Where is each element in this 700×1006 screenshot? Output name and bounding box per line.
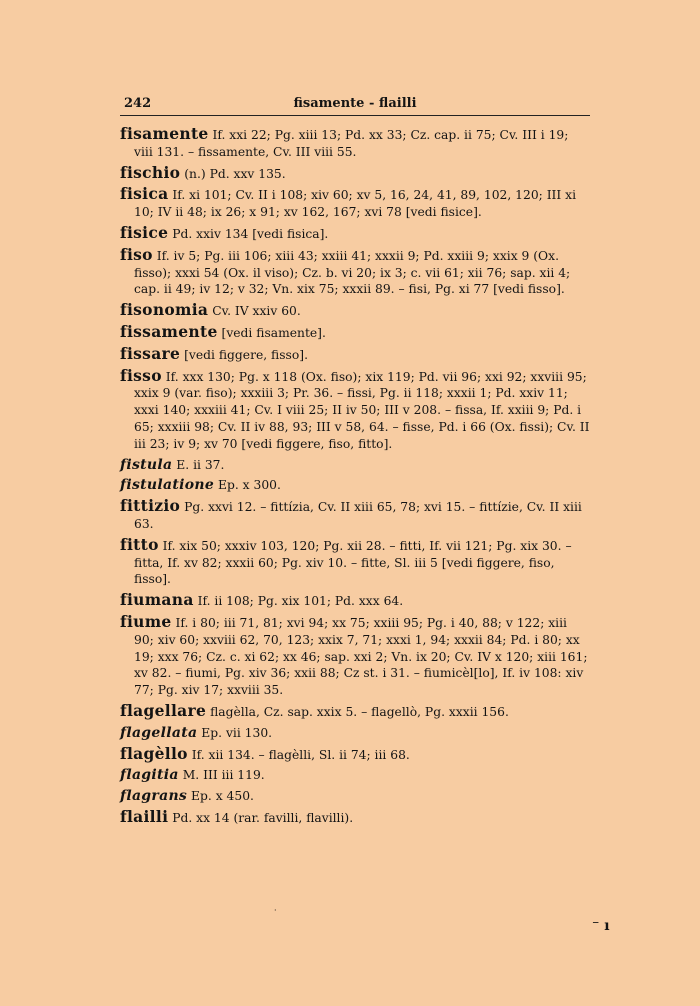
entry-body: If. i 80; iii 71, 81; xvi 94; xx 75; xxiii 95; Pg. i 40, 88; v 122; xiii 90; xiv 60; xxviii 62, 70, 123; xxix 7, 71; xxxi 1, 94; xxxii 84; Pd. i 80; xx 19; xxx 76; Cz. c. xi 62; xx 46; sap. xxi 2; Vn. ix 20; Cv. IV x 120; xiii 161; xv 82. – fiumi, Pg. xiv 36; xxii 88; Cz st. i 31. – fiumicèl[lo], If. iv 108: xiv 77; Pg. xiv 17; xxviii 35. (134, 615, 588, 698)
page-header (120, 90, 590, 112)
headword: fissare (120, 343, 181, 363)
entry-body: [vedi fisamente]. (221, 325, 326, 340)
entry-body: Pd. xx 14 (rar. favilli, flavilli). (172, 810, 354, 825)
entry-body: flagèlla, Cz. sap. xxix 5. – flagellò, Pg. xxxii 156. (210, 704, 509, 719)
entry (120, 534, 590, 588)
headword: fiumana (120, 590, 194, 610)
headword: flagrans (120, 788, 188, 805)
headword: fisso (120, 365, 162, 385)
headword: fisice (120, 222, 169, 242)
entry (120, 788, 590, 805)
entry (120, 457, 590, 474)
entry-body: Pd. xxiv 134 [vedi fisica]. (172, 226, 329, 241)
headword: flagitia (120, 767, 179, 784)
entry (120, 592, 590, 610)
entry-body: Cv. IV xxiv 60. (212, 304, 301, 319)
entry-body: Ep. x 300. (218, 478, 281, 493)
headword: fiume (120, 611, 172, 631)
entry-body: [vedi figgere, fisso]. (184, 347, 308, 362)
entry (120, 700, 590, 721)
entry-body: M. III iii 119. (182, 768, 265, 783)
headword: fisica (120, 184, 169, 204)
headword: fiso (120, 244, 153, 264)
entry (120, 222, 590, 243)
headword: flagellare (120, 700, 207, 720)
entry (120, 498, 590, 533)
headword: flagèllo (120, 743, 188, 763)
running-title: fisamente - flailli (293, 96, 417, 111)
entry-body: If. xix 50; xxxiv 103, 120; Pg. xii 28. – fitti, If. vii 121; Pg. xix 30. – fitta, If. xv 82; xxxii 60; Pg. xiv 10. – fitte, Sl. iii 5 [vedi figgere, fiso, fisso]. (134, 538, 572, 587)
entry (120, 806, 590, 827)
entry-list (120, 126, 590, 827)
entry-body: (n.) Pd. xxv 135. (184, 166, 286, 181)
entry-body: Pg. xxvi 12. – fittízia, Cv. II xiii 65, 78; xvi 15. – fittízie, Cv. II xiii 63. (134, 500, 582, 531)
entry (120, 343, 590, 364)
entry-body: Ep. x 450. (191, 789, 254, 804)
signature-mark: ⁻ ı (592, 918, 610, 934)
entry (120, 321, 590, 342)
headword: fisamente (120, 124, 209, 143)
entry (120, 302, 590, 320)
headword: fitto (120, 534, 159, 554)
entry (120, 186, 590, 221)
headword: flailli (120, 806, 169, 826)
entry-body: If. xii 134. – flagèlli, Sl. ii 74; iii 68. (191, 747, 410, 762)
headword: fistulatione (120, 477, 215, 494)
entry (120, 725, 590, 742)
entry (120, 162, 590, 183)
entry (120, 767, 590, 784)
entry (120, 743, 590, 764)
page-number: 242 (124, 96, 152, 111)
header-rule (120, 115, 590, 116)
entry-body: If. xxx 130; Pg. x 118 (Ox. fiso); xix 119; Pd. vii 96; xxi 92; xxviii 95; xxix 9 (var. fiso); xxxiii 3; Pr. 36. – fissi, Pg. ii 118; xxxii 1; Pd. xxiv 11; xxxi 140; xxxiii 41; Cv. I viii 25; II iv 50; III v 208. – fissa, If. xxiii 9; Pd. i 65; xxxiii 98; Cv. II iv 88, 93; III v 58, 64. – fisse, Pd. i 66 (Ox. fissi); Cv. II iii 23; iv 9; xv 70 [vedi figgere, fiso, fitto]. (134, 369, 590, 451)
entry-body: If. xi 101; Cv. II i 108; xiv 60; xv 5, 16, 24, 41, 89, 102, 120; III xi 10; IV ii 48; ix 26; x 91; xv 162, 167; xvi 78 [vedi fisice]. (134, 188, 577, 220)
dictionary-page (120, 90, 590, 831)
headword: fisonomia (120, 300, 209, 320)
entry (120, 126, 590, 161)
headword: fissamente (120, 321, 218, 341)
entry (120, 244, 590, 298)
entry (120, 477, 590, 494)
entry-body: If. xxi 22; Pg. xiii 13; Pd. xx 33; Cz. cap. ii 75; Cv. III i 19; viii 131. – fissamente, Cv. III viii 55. (134, 128, 569, 159)
entry-body: If. ii 108; Pg. xix 101; Pd. xxx 64. (197, 594, 404, 609)
entry (120, 611, 590, 699)
entry (120, 365, 590, 453)
entry-body: E. ii 37. (176, 457, 225, 472)
headword: flagellata (120, 724, 198, 741)
headword: fischio (120, 162, 181, 182)
headword: fistula (120, 456, 173, 473)
entry-body: Ep. vii 130. (201, 725, 273, 740)
headword: fittizio (120, 496, 181, 516)
entry-body: If. iv 5; Pg. iii 106; xiii 43; xxiii 41; xxxii 9; Pd. xxiii 9; xxix 9 (Ox. fisso); xxxi 54 (Ox. il viso); Cz. b. vi 20; ix 3; c. vii 61; xii 76; sap. xii 4; cap. ii 49; iv 12; v 32; Vn. xix 75; xxxii 89. – fisi, Pg. xi 77 [vedi fisso]. (134, 248, 571, 297)
stray-mark: · (274, 906, 277, 915)
